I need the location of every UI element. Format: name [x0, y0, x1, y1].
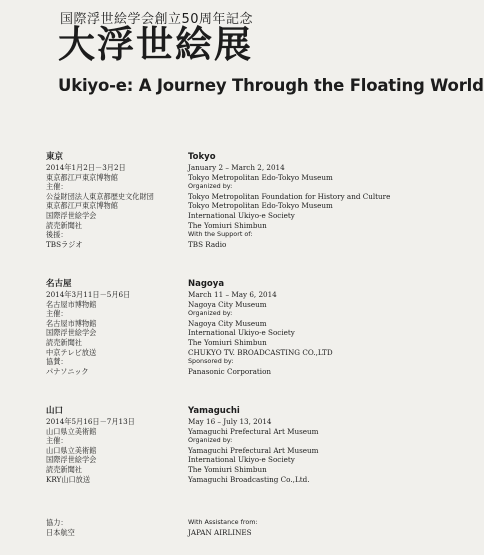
exhibition-dates-en: January 2 – March 2, 2014	[188, 163, 285, 172]
organizer-label-en: Organized by:	[188, 436, 233, 445]
organizer-jp: 中京テレビ放送	[46, 347, 97, 357]
support-label-en: With the Support of:	[188, 230, 253, 239]
organizer-jp: 国際浮世絵学会	[46, 455, 97, 465]
sponsor-label-en: Sponsored by:	[188, 357, 234, 366]
venue-jp: 東京都江戸東京博物館	[46, 172, 118, 182]
exhibition-dates-jp: 2014年3月11日－5月6日	[46, 290, 131, 299]
assistance-label-en: With Assistance from:	[188, 518, 258, 526]
city-name-jp: 東京	[46, 152, 64, 162]
organizer-jp: 読売新聞社	[46, 464, 82, 474]
assistance-jp: 日本航空	[46, 527, 75, 537]
organizer-en: International Ukiyo-e Society	[188, 210, 295, 220]
organizer-jp: 公益財団法人東京都歴史文化財団	[46, 191, 154, 201]
organizer-jp: 読売新聞社	[46, 220, 82, 230]
venue-jp: 名古屋市博物館	[46, 299, 97, 309]
venue-jp: 山口県立美術館	[46, 426, 97, 436]
title-jp: 大浮世絵展	[58, 23, 253, 66]
organizer-en: International Ukiyo-e Society	[188, 328, 295, 338]
tokyo-en-column	[188, 151, 408, 249]
nagoya-en-column	[188, 278, 408, 376]
organizer-en: Yamaguchi Broadcasting Co.,Ltd.	[188, 474, 310, 484]
title-en: Ukiyo-e: A Journey Through the Floating World	[58, 76, 484, 95]
venue-en: Yamaguchi Prefectural Art Museum	[188, 426, 319, 436]
assistance-en: JAPAN AIRLINES	[188, 527, 252, 537]
assistance-jp-column	[46, 518, 184, 537]
city-name-jp: 山口	[46, 406, 64, 416]
organizer-en: The Yomiuri Shimbun	[188, 220, 267, 230]
support-en: TBS Radio	[188, 239, 227, 249]
organizer-en: Yamaguchi Prefectural Art Museum	[188, 445, 319, 455]
organizer-en: The Yomiuri Shimbun	[188, 337, 267, 347]
sponsor-jp: パナソニック	[46, 366, 89, 376]
organizer-jp: 山口県立美術館	[46, 445, 97, 455]
city-name-en: Yamaguchi	[188, 406, 240, 416]
organizer-jp: 国際浮世絵学会	[46, 210, 97, 220]
organizer-en: The Yomiuri Shimbun	[188, 464, 267, 474]
organizer-jp: 読売新聞社	[46, 337, 82, 347]
organizer-label-jp: 主催：	[46, 436, 68, 446]
city-name-en: Nagoya	[188, 279, 225, 289]
organizer-en: Tokyo Metropolitan Edo-Tokyo Museum	[188, 201, 333, 211]
organizer-en: Nagoya City Museum	[188, 318, 267, 328]
nagoya-jp-column	[46, 278, 184, 376]
assistance-en-column	[188, 518, 408, 537]
assistance-label-jp: 協力：	[46, 518, 68, 527]
exhibition-dates-en: March 11 – May 6, 2014	[188, 290, 277, 299]
organizer-en: International Ukiyo-e Society	[188, 455, 295, 465]
venue-en: Tokyo Metropolitan Edo-Tokyo Museum	[188, 172, 333, 182]
venue-en: Nagoya City Museum	[188, 299, 267, 309]
organizer-label-jp: 主催：	[46, 182, 68, 192]
organizer-en: CHUKYO TV. BROADCASTING CO.,LTD	[188, 347, 333, 357]
exhibition-dates-jp: 2014年5月16日－7月13日	[46, 417, 135, 426]
organizer-en: Tokyo Metropolitan Foundation for History and Culture	[188, 191, 391, 201]
city-name-jp: 名古屋	[46, 279, 72, 289]
subtitle-jp: 国際浮世絵学会創立50周年記念	[60, 12, 254, 27]
exhibition-dates-jp: 2014年1月2日－3月2日	[46, 163, 126, 172]
city-name-en: Tokyo	[188, 152, 216, 162]
yamaguchi-jp-column	[46, 405, 184, 484]
organizer-label-jp: 主催：	[46, 309, 68, 319]
yamaguchi-en-column	[188, 405, 408, 484]
support-label-jp: 後援：	[46, 230, 68, 240]
sponsor-en: Panasonic Corporation	[188, 366, 272, 376]
organizer-jp: 国際浮世絵学会	[46, 328, 97, 338]
organizer-label-en: Organized by:	[188, 309, 233, 318]
organizer-jp: 名古屋市博物館	[46, 318, 97, 328]
exhibition-dates-en: May 16 – July 13, 2014	[188, 417, 272, 426]
support-jp: TBSラジオ	[46, 239, 83, 249]
tokyo-jp-column	[46, 151, 184, 249]
organizer-jp: KRY山口放送	[46, 474, 91, 484]
organizer-jp: 東京都江戸東京博物館	[46, 201, 118, 211]
sponsor-label-jp: 協賛：	[46, 357, 68, 367]
organizer-label-en: Organized by:	[188, 182, 233, 191]
